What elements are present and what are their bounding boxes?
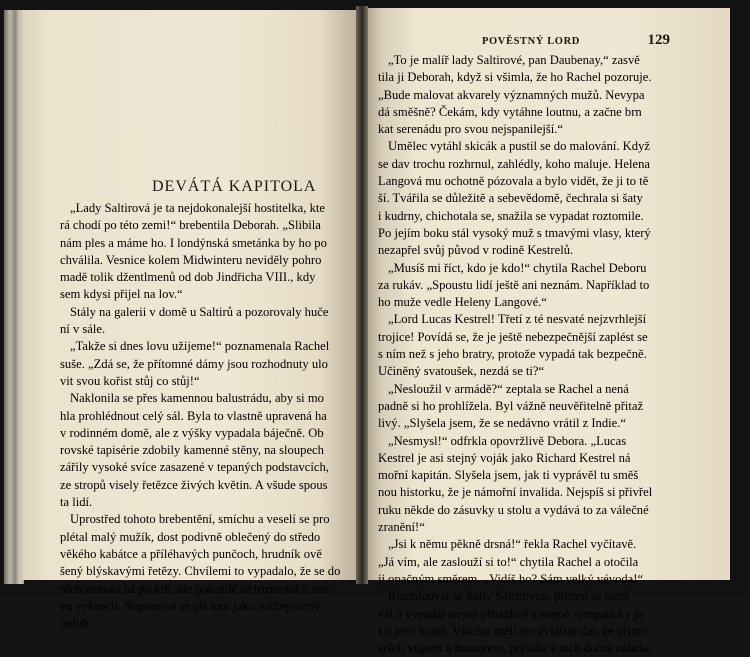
text-line: Po jejím boku stál vysoký muž s tmavými vlasy, který [378, 225, 651, 240]
text-line: rá chodí po této zemi!“ brebentila Deborah. „Slibila [60, 218, 321, 233]
text-line: Kestrel je asi stejný voják jako Richard Kestrel ná [378, 450, 631, 465]
text-line: nou historku, že je námořní invalida. Nejspíš si přivřel [378, 485, 653, 500]
text-line: chválila. Vesnice kolem Midwinteru neviděly pohro [60, 252, 322, 267]
text-line: se dav trochu rozhrnul, zahlédly, koho maluje. Helena [378, 156, 650, 171]
text-line: „To je malíř lady Saltirové, pan Daubenay,“ zasvě [388, 53, 640, 67]
text-line: plétal malý mužík, dost podivně oblečený do středo [60, 529, 321, 544]
text-line: val a vypadal stejně přitažlivě a stejně sympaticky ja [378, 606, 644, 621]
text-line: „Nesmysl!“ odfrkla opovržlivě Debora. „Lucas [388, 433, 627, 448]
text-line: zranění!“ [378, 520, 425, 535]
text-line: Langová mu ochotně pózovala a bylo vidět, že ji to tě [378, 174, 649, 189]
text-line: sršeli vtipem a humorem, prýštila z nich dobrá nálada, [378, 641, 652, 656]
text-line: trojice! Povídá se, že je ještě nebezpečnější zaplést se [378, 329, 648, 344]
text-line: „Musíš mi říct, kdo je kdo!“ chytila Rachel Deboru [388, 260, 647, 275]
left-page-body [60, 200, 344, 632]
text-line: ko jeho bratři. Všichni měli ten zvláštní dar, že přímo [378, 623, 647, 638]
text-line: padně si ho prohlížela. Byl vážně neuvěřitelně přitaž [378, 398, 644, 413]
text-line: Umělec vytáhl skicák a pustil se do malování. Když [388, 139, 650, 154]
text-line: vit svou kořist stůj co stůj!“ [60, 373, 200, 388]
text-line: „Takže si dnes lovu užijeme!“ poznamenala Rachel [70, 339, 330, 354]
text-line: „Nesloužil v armádě?“ zeptala se Rachel a nená [388, 381, 629, 396]
text-line: „Já vím, ale zaslouží si to!“ chytila Rachel a otočila [378, 554, 639, 569]
book-gutter [356, 6, 368, 584]
text-line: „Lady Saltirová je ta nejdokonalejší hostitelka, kte [70, 201, 325, 215]
text-line: s ním než s jeho bratry, protože vypadá tak bezpečně. [378, 347, 647, 362]
page-header [364, 32, 730, 52]
text-line: věkého kabátce a příléhavých punčoch, hrudník ově [60, 546, 322, 561]
text-line: hla prohlédnout celý sál. Byla to vlastně upravená ha [60, 408, 327, 423]
text-line: ji opačným směrem. „Vidíš ho? Sám velký vévoda!“ [378, 571, 644, 586]
text-line: ší. Tvářila se důležitě a sebevědomě, čechrala si šaty [378, 191, 643, 206]
text-line: livý. „Slyšela jsem, že se nedávno vrátil z Indie.“ [378, 416, 626, 431]
text-line: nezapřel svůj původ v rodině Kestrelů. [378, 243, 574, 258]
text-line: Naklonila se přes kamennou balustrádu, aby si mo [70, 391, 324, 406]
text-line: holub. [60, 616, 92, 631]
text-line: ze stropů visely řetězce živých květin. A všude spous [60, 477, 328, 492]
text-line: „Bude malovat akvarely významných mužů. Nevypa [378, 87, 645, 102]
text-line: ta lidí. [60, 495, 93, 510]
text-line: nám ples a máme ho. I londýnská smetánka by ho po [60, 235, 327, 250]
text-line: Učiněný svatoušek, nezdá se ti?“ [378, 364, 545, 379]
right-page-body [378, 52, 662, 657]
page-stack-edge [4, 10, 24, 584]
page-number: 129 [647, 32, 670, 48]
text-line: za rukáv. „Spoustu lidí ještě ani neznám. Například to [378, 277, 650, 292]
text-line: tila ji Deborah, když si všimla, že ho Rachel pozoruje. [378, 70, 652, 85]
text-line: dá směšně? Čekám, kdy vytáhne loutnu, a začne brn [378, 104, 642, 119]
text-line: madě tolik džentlmenů od dob Jindřicha VIII., kdy [60, 270, 316, 285]
text-line: „Jsi k němu pěkně drsná!“ řekla Rachel vyčítavě. [388, 537, 637, 552]
text-line: Uprostřed tohoto brebentění, smíchu a veselí se pro [70, 512, 330, 527]
text-line: kat serenádu pro svou nejspanilejší.“ [378, 122, 564, 137]
text-line: ho muže vedle Heleny Langové.“ [378, 295, 547, 310]
chapter-title: DEVÁTÁ KAPITOLA [152, 178, 317, 195]
text-line: rovské tapisérie zdobily kamenné stěny, na sloupech [60, 443, 324, 458]
text-line: i kudrny, chichotala se, snažila se vypadat roztomile. [378, 208, 644, 223]
text-line: ruku někde do zásuvky u stolu a vydává to za válečné [378, 502, 649, 517]
text-line: Rozmlouval se Sally Saltirovou, přitom se usmí [388, 589, 630, 604]
text-line: zářily vysoké svíce zasazené v tepaných podstavcích, [60, 460, 329, 475]
text-line: ní v sále. [60, 322, 106, 337]
text-line: „Lord Lucas Kestrel! Třetí z té nesvaté nejzvrhlejší [388, 312, 647, 327]
text-line: sem kdysi přijel na lov.“ [60, 287, 183, 302]
running-head: POVĚSTNÝ LORD [482, 36, 580, 47]
text-line: vu vykročil. Naparoval se při tom jako rozčepýřený [60, 598, 321, 613]
text-line: nich zamotá až po krk, ale pokaždé se rozmotal a zno [60, 581, 329, 596]
text-line: suše. „Zdá se, že přítomné dámy jsou rozhodnuty ulo [60, 356, 328, 371]
text-line: Stály na galerii v domě u Saltirů a pozorovaly huče [70, 304, 329, 319]
text-line: šený blýskavými řetězy. Chvílemi to vypadalo, že se do [60, 564, 341, 579]
text-line: v rodinném domě, ale z výšky vypadala báječně. Ob [60, 425, 324, 440]
text-line: mořní kapitán. Slyšela jsem, jak ti vyprávěl tu směš [378, 468, 639, 483]
